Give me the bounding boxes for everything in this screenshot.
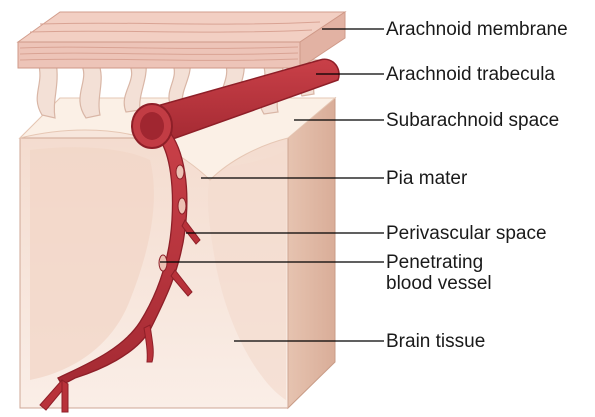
- label-perivascular-space: Perivascular space: [386, 223, 547, 244]
- trabecula: [37, 62, 57, 118]
- label-pia-mater: Pia mater: [386, 168, 468, 189]
- perivascular-opening: [159, 255, 167, 271]
- membrane-front: [18, 42, 300, 68]
- trabecula: [80, 62, 101, 118]
- perivascular-opening: [176, 165, 184, 179]
- label-penetrating-vessel-line1: Penetrating: [386, 252, 484, 273]
- vessel-branch: [62, 380, 68, 412]
- label-arachnoid-trabecula: Arachnoid trabecula: [386, 64, 555, 85]
- arachnoid-membrane: [18, 12, 345, 68]
- membrane-top: [18, 12, 345, 42]
- label-brain-tissue: Brain tissue: [386, 331, 486, 352]
- label-subarachnoid-space: Subarachnoid space: [386, 110, 560, 131]
- vessel-lumen: [140, 112, 164, 140]
- brain-block-side: [288, 98, 335, 408]
- perivascular-opening: [178, 198, 186, 214]
- label-arachnoid-membrane: Arachnoid membrane: [386, 19, 568, 40]
- label-penetrating-vessel-line2: blood vessel: [386, 273, 492, 294]
